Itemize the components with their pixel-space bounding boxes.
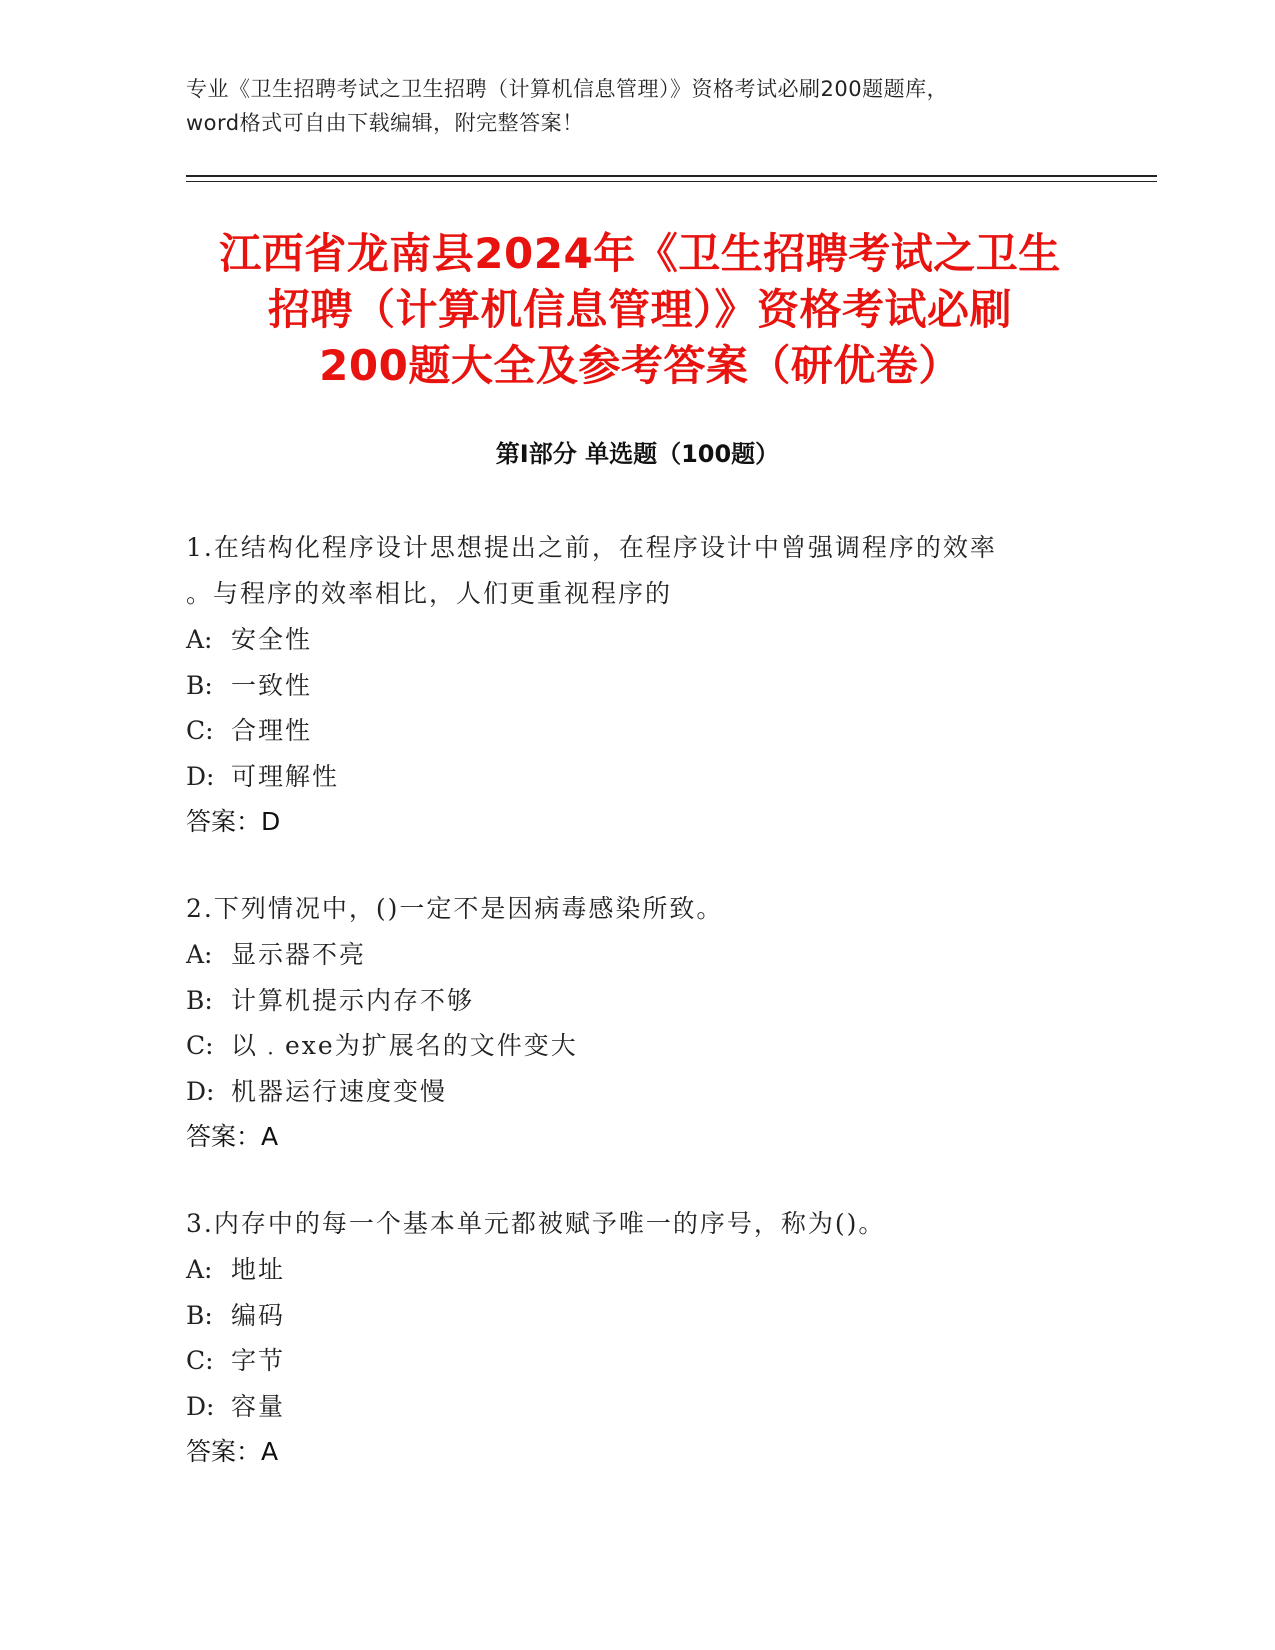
question-3-option-a <box>186 1247 1086 1293</box>
option-label: A: <box>186 625 213 654</box>
option-text: 地址 <box>231 1255 286 1284</box>
question-3 <box>186 1201 1086 1474</box>
option-label: B: <box>186 985 213 1015</box>
question-3-option-b <box>186 1293 1086 1339</box>
option-text: 容量 <box>231 1391 286 1421</box>
option-label: A: <box>186 1255 213 1284</box>
question-2-option-c <box>186 1023 1086 1069</box>
question-1-stem-line-2: 。与程序的效率相比，人们更重视程序的 <box>186 579 673 608</box>
header-note-line-1: 专业《卫生招聘考试之卫生招聘（计算机信息管理）》资格考试必刷200题题库， <box>186 77 949 101</box>
question-1-option-b <box>186 663 1086 709</box>
question-2-answer: 答案：A <box>186 1122 279 1151</box>
question-2-option-d <box>186 1069 1086 1115</box>
header-divider-thin <box>186 181 1157 182</box>
question-2-stem-line-1: 2.下列情况中，()一定不是因病毒感染所致。 <box>186 894 724 923</box>
option-label: D: <box>186 1391 215 1421</box>
option-label: B: <box>186 1300 213 1330</box>
option-label: C: <box>186 1346 214 1375</box>
question-1 <box>186 525 1086 844</box>
option-label: A: <box>186 940 213 969</box>
option-text: 合理性 <box>231 716 313 745</box>
option-text: 计算机提示内存不够 <box>231 985 475 1015</box>
question-2 <box>186 886 1086 1159</box>
question-1-option-d <box>186 754 1086 800</box>
option-text: 机器运行速度变慢 <box>231 1076 448 1106</box>
option-label: D: <box>186 1076 215 1106</box>
question-spacer <box>186 844 1086 886</box>
question-list <box>186 525 1086 1474</box>
question-spacer <box>186 1159 1086 1201</box>
question-3-option-d <box>186 1384 1086 1430</box>
question-2-option-a <box>186 932 1086 978</box>
question-3-option-c <box>186 1338 1086 1384</box>
option-text: 显示器不亮 <box>231 940 367 969</box>
option-text: 一致性 <box>231 670 313 700</box>
header-note-line-2: word格式可自由下载编辑，附完整答案！ <box>186 111 584 135</box>
option-text: 以﹒exe为扩展名的文件变大 <box>231 1031 578 1060</box>
document-title-line-1: 江西省龙南县2024年《卫生招聘考试之卫生 <box>219 229 1061 278</box>
question-1-option-c <box>186 708 1086 754</box>
option-label: B: <box>186 670 213 700</box>
question-2-option-b <box>186 978 1086 1024</box>
header-note <box>186 72 1086 140</box>
question-3-stem-line-1: 3.内存中的每一个基本单元都被赋予唯一的序号，称为()。 <box>186 1209 886 1238</box>
option-text: 可理解性 <box>231 761 340 791</box>
header-divider-thick <box>186 175 1157 177</box>
option-label: C: <box>186 716 214 745</box>
option-text: 编码 <box>231 1300 286 1330</box>
option-label: D: <box>186 761 215 791</box>
question-3-answer: 答案：A <box>186 1437 279 1466</box>
option-label: C: <box>186 1031 214 1060</box>
option-text: 安全性 <box>231 625 313 654</box>
document-title-line-3: 200题大全及参考答案（研优卷） <box>319 341 961 390</box>
question-1-stem-line-1: 1.在结构化程序设计思想提出之前，在程序设计中曾强调程序的效率 <box>186 533 997 562</box>
question-1-answer: 答案：D <box>186 807 281 836</box>
question-1-option-a <box>186 617 1086 663</box>
document-title <box>140 226 1140 394</box>
option-text: 字节 <box>231 1346 286 1375</box>
section-heading: 第Ⅰ部分 单选题（100题） <box>495 440 780 468</box>
document-title-line-2: 招聘（计算机信息管理）》资格考试必刷 <box>267 285 1012 334</box>
